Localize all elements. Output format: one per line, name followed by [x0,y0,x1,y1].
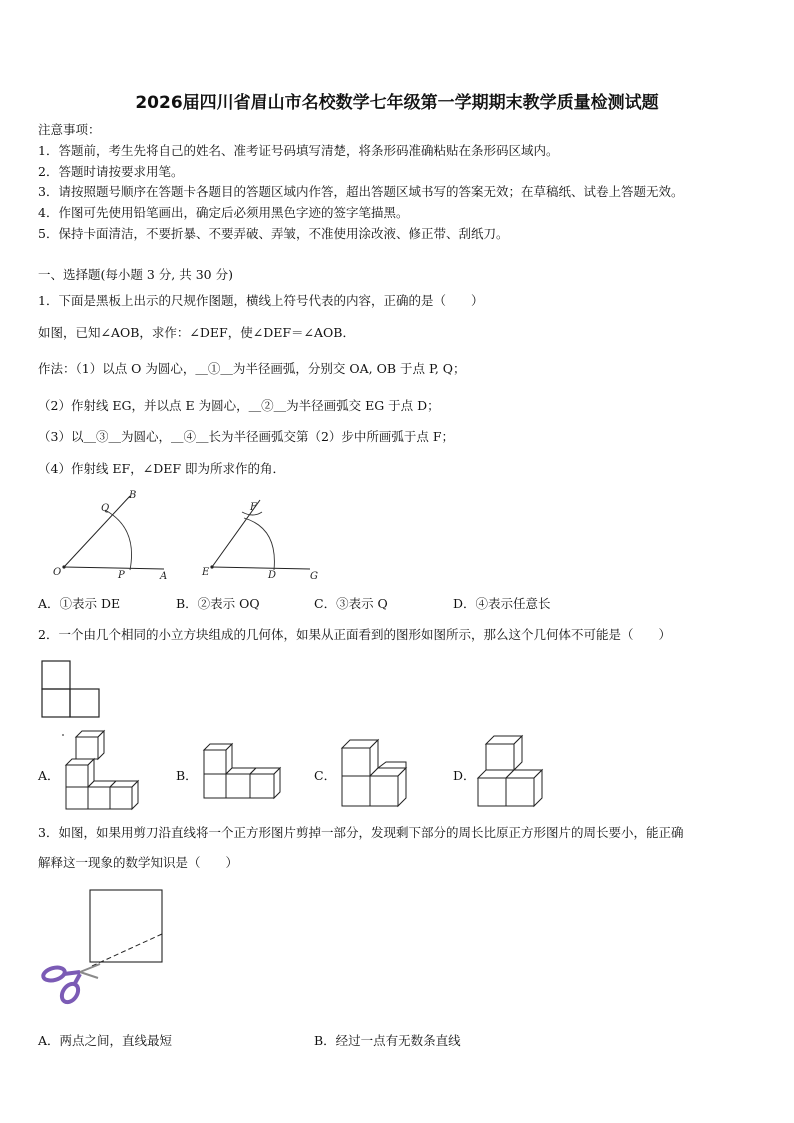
q1-step4: （4）作射线 EF，∠DEF 即为所求作的角． [38,461,285,476]
q1-option-d[interactable]: D．④表示任意长 [453,596,551,611]
q2-option-b[interactable]: B． [176,768,198,783]
q3-stem-line2: 解释这一现象的数学知识是（ ） [38,855,239,870]
q1-figure-def [198,488,328,583]
q3-figure [40,888,170,1013]
q1-option-c[interactable]: C．③表示 Q [314,596,388,611]
q3-option-b[interactable]: B．经过一点有无数条直线 [314,1033,461,1048]
label-a: A [160,571,168,582]
label-o: O [53,567,62,578]
q2-solid-c [340,734,420,809]
q2-solid-b [202,740,292,805]
q2-option-a[interactable]: A． [38,768,60,783]
notice-item-1: 1．答题前，考生先将自己的姓名、准考证号码填写清楚，将条形码准确粘贴在条形码区域内。 [38,143,559,158]
page-title: 2026届四川省眉山市名校数学七年级第一学期期末教学质量检测试题 [135,93,659,113]
q1-figure-aob [50,488,180,583]
notice-item-4: 4．作图可先使用铅笔画出，确定后必须用黑色字迹的签字笔描黑。 [38,205,409,220]
q1-step1: 作法：（1）以点 O 为圆心，＿①＿为半径画弧，分别交 OA, OB 于点 P, Q； [38,361,466,376]
q3-option-a[interactable]: A．两点之间，直线最短 [38,1033,173,1048]
label-p: P [118,570,125,581]
q1-option-b[interactable]: B．②表示 OQ [176,596,260,611]
notice-item-5: 5．保持卡面清洁，不要折暴、不要弄破、弄皱，不准使用涂改液、修正带、刮纸刀。 [38,226,509,241]
label-d: D [268,570,277,581]
q2-front-view [41,660,103,720]
q2-solid-d [476,734,556,809]
q2-stem: 2．一个由几个相同的小立方块组成的几何体，如果从正面看到的图形如图所示，那么这个几何体不可能是（ ） [38,627,671,642]
q2-solid-a [64,735,136,810]
section-heading: 一、选择题(每小题 3 分, 共 30 分) [38,267,233,282]
q1-step2: （2）作射线 EG，并以点 E 为圆心，＿②＿为半径画弧交 EG 于点 D； [38,398,440,413]
q1-stem: 1．下面是黑板上出示的尺规作图题，横线上符号代表的内容，正确的是（ ） [38,293,484,308]
q1-given: 如图，已知∠AOB，求作：∠DEF，使∠DEF＝∠AOB． [38,325,355,340]
q1-option-a[interactable]: A．①表示 DE [38,596,121,611]
q2-option-d[interactable]: D． [453,768,476,783]
label-e: E [202,567,210,578]
label-b: B [129,490,137,501]
notice-heading: 注意事项： [38,122,101,137]
scissors-icon [42,964,100,1005]
notice-item-3: 3．请按照题号顺序在答题卡各题目的答题区域内作答，超出答题区域书写的答案无效；在草稿纸、试卷上答题无效。 [38,184,684,199]
q3-stem-line1: 3．如图，如果用剪刀沿直线将一个正方形图片剪掉一部分，发现剩下部分的周长比原正方形图片的周长要小，能正确 [38,825,684,840]
q2-option-c[interactable]: C． [314,768,337,783]
notice-item-2: 2．答题时请按要求用笔。 [38,164,184,179]
label-g: G [310,571,318,582]
label-f: F [250,502,257,513]
label-q: Q [101,503,110,514]
q1-step3: （3）以＿③＿为圆心，＿④＿长为半径画弧交第（2）步中所画弧于点 F； [38,429,455,444]
